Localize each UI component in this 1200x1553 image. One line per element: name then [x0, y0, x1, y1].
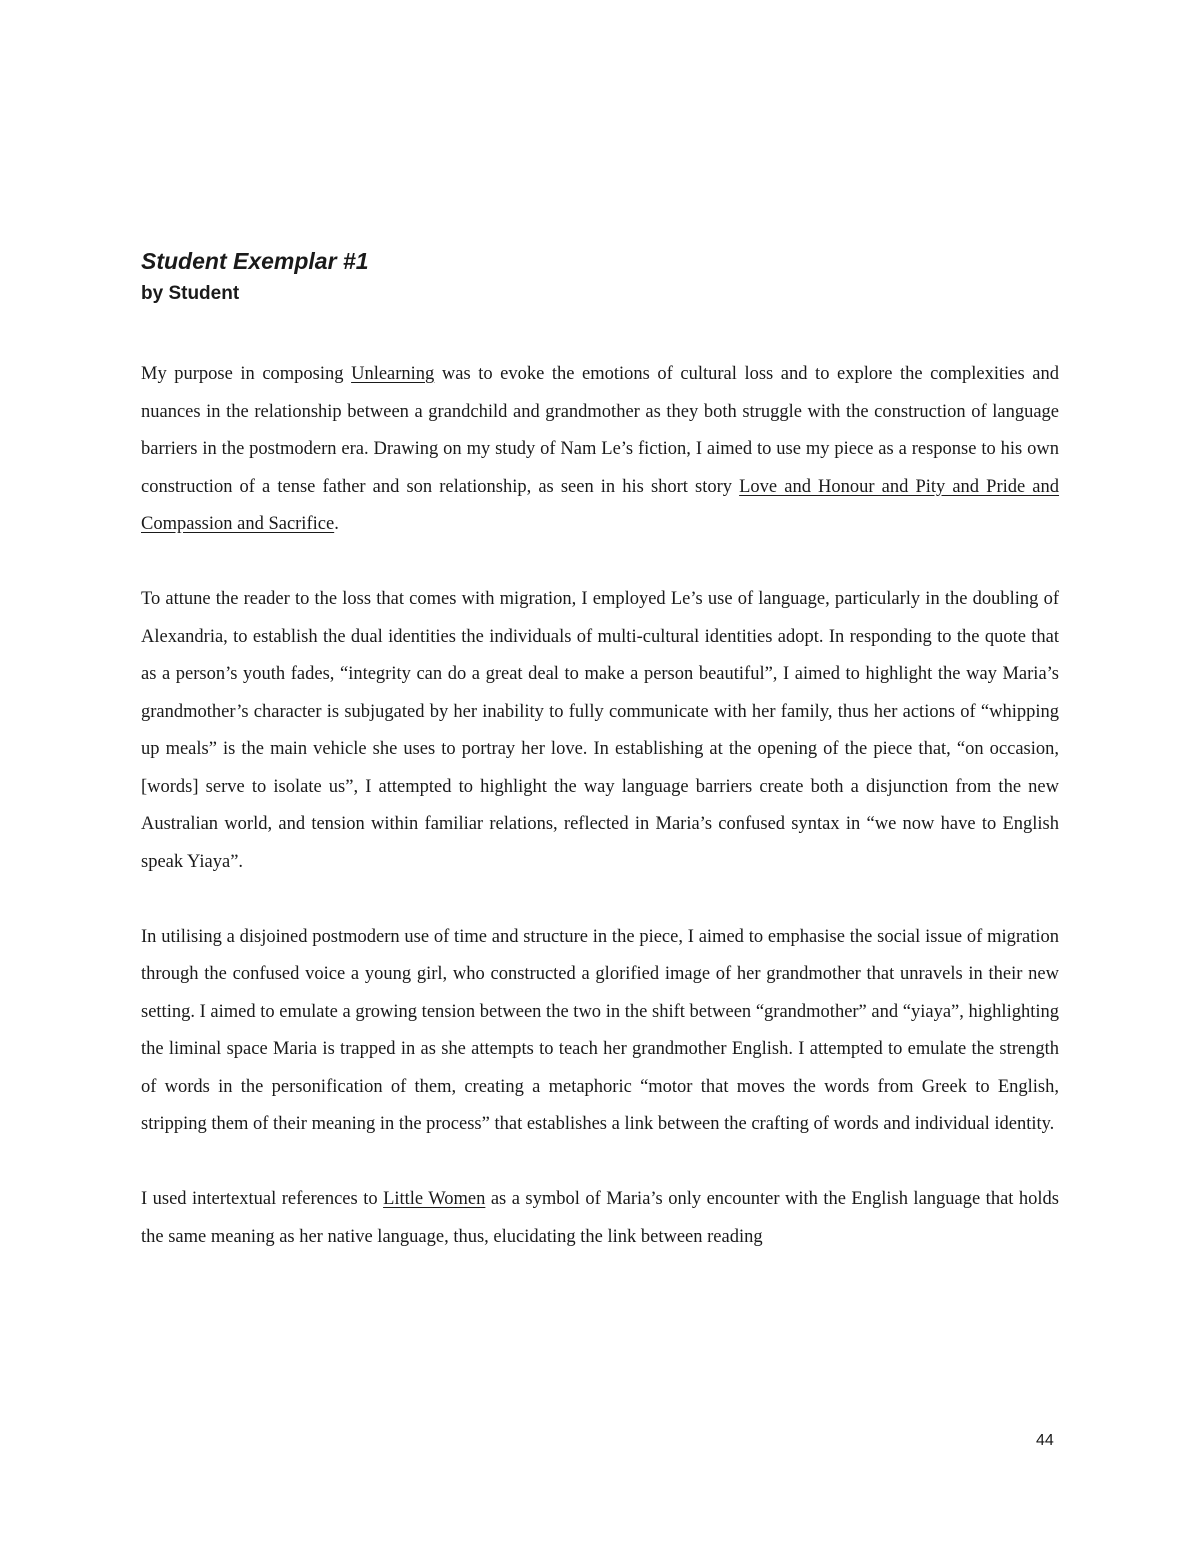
paragraph-4 — [141, 1181, 1059, 1256]
work-title-love-and-honour: Love and Honour and Pity and Pride and Compassion and Sacrifice — [141, 476, 1060, 534]
paragraph-text: . — [334, 514, 339, 534]
paragraph-1 — [141, 356, 1059, 544]
document-title: Student Exemplar #1 — [141, 248, 369, 274]
work-title-little-women: Little Women — [383, 1189, 486, 1209]
paragraph-text: My purpose in composing — [141, 364, 352, 384]
document-body — [141, 356, 1059, 1294]
work-title-unlearning: Unlearning — [351, 364, 435, 384]
paragraph-3: In utilising a disjoined postmodern use of time and structure in the piece, I aimed to emphasise the social issue of migration through the confused voice a young girl, who constructed a glorified image of her grandmother that unravels in their new setting. I aimed to emulate a growing tension between the two in the shift between “grandmother” and “yiaya”, highlighting the liminal space Maria is trapped in as she attempts to teach her grandmother English. I attempted to emulate the strength of words in the personification of them, creating a metaphoric “motor that moves the words from Greek to English, stripping them of their meaning in the process” that establishes a link between the crafting of words and individual identity. — [141, 926, 1059, 1134]
paragraph-text: as a symbol of Maria’s only encounter with the English language that holds the same meaning as her native language, thus, elucidating the link between reading — [141, 1189, 1059, 1247]
page-number: 44 — [1036, 1432, 1054, 1449]
paragraph-text: I used intertextual references to — [141, 1189, 384, 1209]
paragraph-text: was to evoke the emotions of cultural loss and to explore the complexities and nuances in the relationship between a grandchild and grandmother as they both struggle with the construction of language barriers in the postmodern era. Drawing on my study of Nam Le’s fiction, I aimed to use my piece as a response to his own construction of a tense father and son relationship, as seen in his short story — [141, 364, 1059, 497]
paragraph-2: To attune the reader to the loss that comes with migration, I employed Le’s use of language, particularly in the doubling of Alexandria, to establish the dual identities the individuals of multi-cultural identities adopt. In responding to the quote that as a person’s youth fades, “integrity can do a great deal to make a person beautiful”, I aimed to highlight the way Maria’s grandmother’s character is subjugated by her inability to fully communicate with her family, thus her actions of “whipping up meals” is the main vehicle she uses to portray her love. In establishing at the opening of the piece that, “on occasion, [words] serve to isolate us”, I attempted to highlight the way language barriers create both a disjunction from the new Australian world, and tension within familiar relations, reflected in Maria’s confused syntax in “we now have to English speak Yiaya”. — [141, 589, 1059, 872]
document-byline: by Student — [141, 283, 240, 304]
